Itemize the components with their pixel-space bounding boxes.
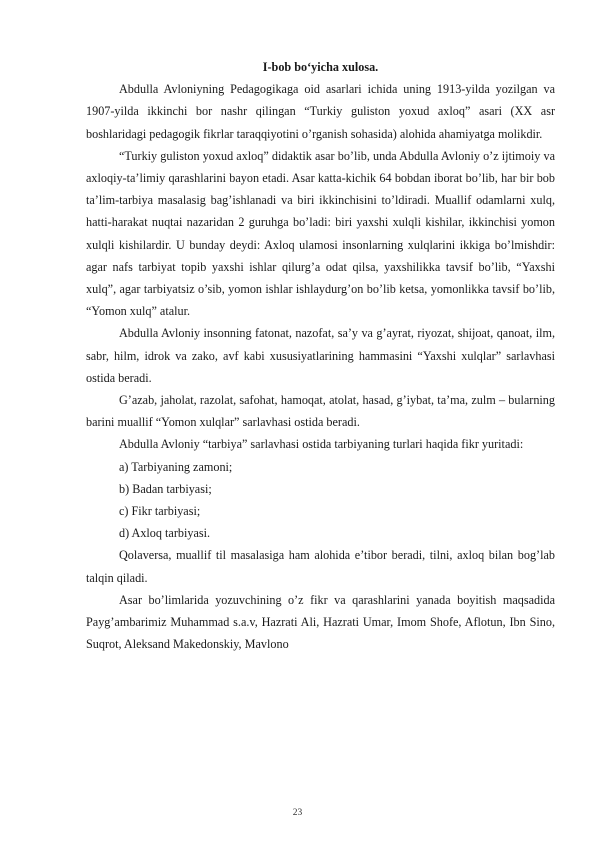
paragraph-intro: Abdulla Avloniyning Pedagogikaga oid asarlari ichida uning 1913-yilda yozilgan va 1907-yilda ikkinchi bor nashr qilingan “Turkiy guliston yoxud axloq” asari (XX asr boshlaridagi pedagogik fikrlar taraqqiyotini o’rganish sohasida) alohida ahamiyatga molikdir. (86, 82, 555, 141)
list-item-b: b) Badan tarbiyasi; (119, 481, 212, 496)
paragraph-tarbiya: Abdulla Avloniy “tarbiya” sarlavhasi ostida tarbiyaning turlari haqida fikr yuritadi: (119, 437, 524, 452)
paragraph-turkiy-guliston: “Turkiy guliston yoxud axloq” didaktik asar bo’lib, unda Abdulla Avloniy o’z ijtimoiy va axloqiy-ta’limiy qarashlarini bayon etadi. Asar katta-kichik 64 bobdan iborat bo’lib, har bir bob ta’lim-tarbiya masalasig bag’ishlanadi va biri ikkinchisini to’ldiradi. Muallif odamlarni xulq, hatti-harakat nuqtai nazaridan 2 guruhga bo’ladi: biri yaxshi xulqli kishilar, ikkinchisi yomon xulqli kishilardir. U bunday deydi: Axloq ulamosi insonlarning xulqlarini ikkiga bo’lmishdir: agar nafs tarbiyat topib yaxshi ishlar qilurg’a odat qilsa, yaxshilikka tavsif bo’lib, “Yaxshi xulq”, agar tarbiyatsiz o’sib, yomon ishlar ishlaydurg’on bo’lib ketsa, yomonlikka tavsif bo’lib, “Yomon xulq” atalur. (86, 148, 555, 319)
list-item-c: c) Fikr tarbiyasi; (119, 504, 201, 519)
paragraph-sources: Asar bo’limlarida yozuvchining o’z fikr va qarashlarini yanada boyitish maqsadida Payg’ambarimiz Muhammad s.a.v, Hazrati Ali, Hazrati Umar, Imom Shofe, Aflotun, Ibn Sino, Suqrot, Aleksand Makedonskiy, Mavlono (86, 592, 555, 652)
list-item-a: a) Tarbiyaning zamoni; (119, 459, 233, 474)
paragraph-good-traits: Abdulla Avloniy insonning fatonat, nazofat, sa’y va g’ayrat, riyozat, shijoat, qanoat, ilm, sabr, hilm, idrok va zako, avf kabi xususiyatlarining hammasini “Yaxshi xulqlar” sarlavhasi ostida beradi. (86, 326, 555, 385)
paragraph-language: Qolaversa, muallif til masalasiga ham alohida e’tibor beradi, tilni, axloq bilan bog’lab talqin qiladi. (86, 548, 555, 585)
section-heading: I-bob bo‘yicha xulosa. (262, 60, 379, 74)
page-number: 23 (292, 808, 303, 818)
list-item-d: d) Axloq tarbiyasi. (119, 526, 211, 541)
paragraph-bad-traits: G’azab, jaholat, razolat, safohat, hamoqat, atolat, hasad, g’iybat, ta’ma, zulm – bularning barini muallif “Yomon xulqlar” sarlavhasi ostida beradi. (86, 393, 555, 430)
document-body (86, 56, 555, 655)
